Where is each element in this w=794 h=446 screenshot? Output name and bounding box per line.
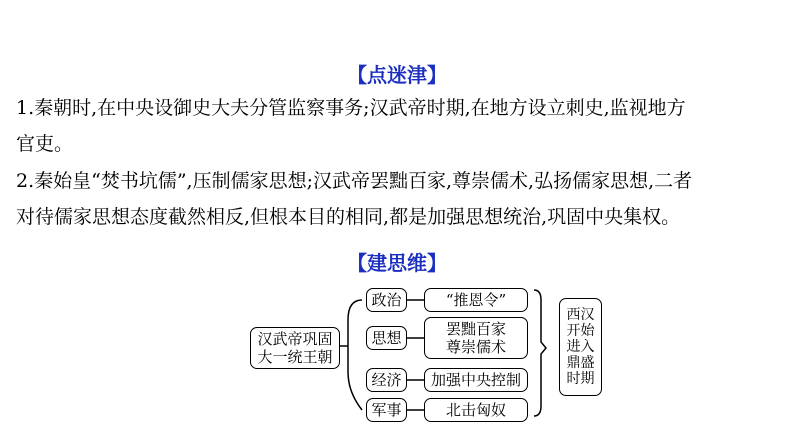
detail-box-bachubaijia [424, 317, 528, 359]
paragraph-1-line-1: 1.秦朝时,在中央设御史大夫分管监察事务;汉武帝时期,在地方设立刺史,监视地方 [16, 97, 686, 119]
section-heading-dianmijin: 【点迷津】 [347, 63, 447, 87]
category-label: 政治 [371, 291, 402, 309]
category-label: 军事 [371, 401, 402, 419]
result-line-5: 时期 [566, 371, 595, 387]
detail-label-line-1: 罢黜百家 [445, 320, 506, 338]
root-box [250, 327, 340, 369]
result-line-2: 开始 [566, 323, 595, 339]
category-box-sixiang [366, 326, 407, 350]
category-label: 经济 [371, 371, 402, 389]
category-label: 思想 [371, 329, 402, 347]
result-line-4: 鼎盛 [566, 355, 595, 371]
paragraph-2-line-2: 对待儒家思想态度截然相反,但根本目的相同,都是加强思想统治,巩固中央集权。 [16, 206, 681, 228]
paragraph-1-line-2: 官吏。 [16, 133, 74, 155]
detail-box-beijixiongnu [424, 398, 528, 422]
detail-label: “推恩令” [445, 291, 507, 309]
category-box-jingji [366, 368, 407, 392]
detail-box-jiaqiangzhongyang [424, 368, 528, 392]
detail-label-line-2: 尊崇儒术 [445, 338, 506, 356]
detail-label: 北击匈奴 [445, 401, 506, 419]
detail-label: 加强中央控制 [430, 371, 521, 389]
result-line-1: 西汉 [566, 307, 595, 323]
right-bracket [534, 290, 546, 416]
section-heading-jiansiwei: 【建思维】 [347, 251, 447, 275]
left-brace [348, 300, 362, 410]
root-line-2: 大一统王朝 [257, 348, 333, 366]
result-box [559, 298, 602, 396]
category-box-zhengzhi [366, 288, 407, 312]
result-line-3: 进入 [566, 339, 595, 355]
category-box-junshi [366, 398, 407, 422]
detail-box-tuienling [424, 288, 528, 312]
paragraph-2-line-1: 2.秦始皇“焚书坑儒”,压制儒家思想;汉武帝罢黜百家,尊崇儒术,弘扬儒家思想,二者 [16, 170, 693, 192]
root-line-1: 汉武帝巩固 [257, 330, 333, 348]
